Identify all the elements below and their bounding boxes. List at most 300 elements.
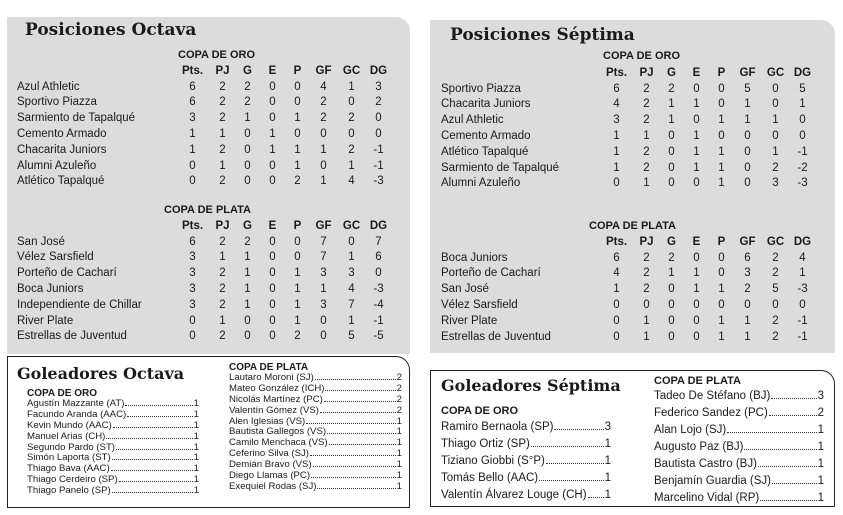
octava-copa-plata-table [17,218,391,344]
stat-e: 0 [269,80,276,93]
stat-gf: 6 [744,251,751,264]
stat-e: 1 [693,98,700,111]
goal-count: 3 [817,390,824,402]
goal-count: 1 [193,398,199,409]
stat-pj: 2 [643,251,650,264]
dot-leader [311,477,396,478]
team-name: Boca Juniors [441,251,508,264]
stat-gf: 1 [744,114,751,127]
stat-pts: 1 [613,283,620,296]
stat-pj: 2 [219,80,226,93]
column-header-g: G [667,66,676,79]
team-name: Chacarita Juniors [441,98,531,111]
septima-plata-row [441,313,815,329]
team-name: Vélez Sarsfield [17,251,94,264]
goleadores-septima-title: Goleadores Séptima [441,376,621,395]
stat-pts: 0 [189,159,196,172]
stat-p: 1 [294,112,301,125]
dot-leader [727,432,816,433]
column-header-gf: GF [739,66,756,79]
septima-plata-row [441,329,815,345]
stat-g: 0 [244,175,251,188]
team-name: Azul Athletic [441,114,504,127]
stat-dg: 0 [375,267,382,280]
stat-p: 1 [718,330,725,343]
octava-plata-row [17,234,391,250]
stat-gc: 1 [348,251,355,264]
stat-dg: 1 [799,267,806,280]
column-header-gc: GC [766,66,785,79]
stat-e: 0 [693,330,700,343]
stat-p: 0 [294,235,301,248]
team-name: Sportivo Piazza [17,96,97,109]
septima-oro-row [441,144,815,160]
column-header-p: P [717,66,726,79]
goal-count: 1 [396,459,402,471]
player-name: Lautaro Moroni (SJ) [229,372,314,383]
stat-g: 0 [668,161,675,174]
stat-g: 1 [244,112,251,125]
stat-pj: 1 [219,314,226,327]
team-name: Porteño de Cacharí [17,267,117,280]
stat-pj: 2 [643,161,650,174]
goal-count: 1 [193,452,199,464]
team-name: Estrellas de Juventud [441,330,551,343]
stat-pj: 2 [219,112,226,125]
stat-e: 0 [693,177,700,190]
dot-leader [772,483,817,484]
goleadores-octava-title: Goleadores Octava [17,364,185,383]
goal-count: 1 [396,480,402,492]
stat-dg: -1 [797,145,808,158]
stat-pj: 2 [643,267,650,280]
stat-pj: 2 [643,98,650,111]
player-name: Tiziano Giobbi (S°P) [441,455,545,467]
stat-g: 0 [668,130,675,143]
stat-dg: 7 [375,235,382,248]
stat-g: 0 [668,330,675,343]
stat-g: 1 [668,267,675,280]
septima-plata-row [441,281,815,297]
stat-pts: 0 [189,330,196,343]
stat-e: 1 [693,283,700,296]
dot-leader [329,444,396,445]
stat-p: 0 [294,128,301,141]
stat-g: 0 [668,299,675,312]
stat-gc: 0 [772,299,779,312]
player-name: Bautista Castro (BJ) [654,458,757,470]
column-header-gc: GC [342,219,361,232]
stat-gc: 1 [348,159,355,172]
goal-count: 1 [817,424,824,436]
stat-gf: 0 [320,159,327,172]
column-header-p: P [293,219,302,232]
stat-pj: 2 [219,143,226,156]
stat-gc: 0 [772,130,779,143]
dot-leader [317,488,395,489]
octava-copa-oro-table [17,63,391,189]
goal-count: 1 [817,441,824,453]
column-header-e: E [268,219,277,232]
stat-gf: 0 [744,145,751,158]
stat-pj: 2 [643,283,650,296]
goal-count: 2 [817,407,824,419]
octava-plata-row [17,329,391,345]
stat-gc: 2 [772,330,779,343]
stat-pts: 0 [613,299,620,312]
dot-leader [531,446,604,447]
octava-oro-row [17,79,391,95]
stat-pj: 2 [643,145,650,158]
goleadores-octava-plata-label: COPA DE PLATA [229,362,309,373]
team-name: Porteño de Cacharí [441,267,541,280]
stat-pj: 1 [219,251,226,264]
stat-p: 1 [718,161,725,174]
stat-p: 2 [294,175,301,188]
octava-plata-row [17,281,391,297]
stat-pts: 0 [613,314,620,327]
stat-e: 1 [269,143,276,156]
septima-oro-row [441,160,815,176]
stat-e: 0 [269,112,276,125]
stat-dg: 4 [799,251,806,264]
stat-dg: -3 [373,283,384,296]
dot-leader [758,466,817,467]
goleadores-septima-oro-label: COPA DE ORO [441,405,519,417]
header-row [441,65,815,81]
player-name: Nicolás Martínez (PC) [229,393,323,405]
stat-g: 1 [244,283,251,296]
septima-oro-row [441,112,815,128]
column-header-pj: PJ [639,235,654,248]
stat-dg: -1 [373,314,384,327]
goleador-octava-plata-item [229,482,402,493]
stat-pts: 0 [189,314,196,327]
dot-leader [111,470,193,471]
stat-gf: 0 [744,130,751,143]
column-header-g: G [243,219,252,232]
septima-plata-row [441,266,815,282]
stat-p: 0 [718,98,725,111]
player-name: Tadeo De Stéfano (BJ) [654,390,771,402]
stat-p: 1 [294,143,301,156]
stat-p: 1 [718,114,725,127]
stat-gc: 2 [772,251,779,264]
column-header-gc: GC [766,235,785,248]
player-name: Manuel Arias (CH) [27,430,106,442]
goal-count: 1 [193,485,199,497]
stat-e: 0 [269,283,276,296]
dot-leader [112,459,193,460]
septima-copa-plata-table [441,234,815,345]
stat-dg: 0 [799,299,806,312]
goal-count: 3 [604,421,611,433]
octava-oro-row [17,110,391,126]
dot-leader [327,433,396,434]
stat-p: 1 [718,145,725,158]
stat-dg: 1 [799,98,806,111]
stat-pts: 3 [189,298,196,311]
column-header-dg: DG [793,235,812,248]
stat-gf: 7 [320,251,327,264]
goal-count: 1 [193,419,199,431]
player-name: Camilo Menchaca (VS) [229,437,328,449]
player-name: Thiago Cerdeiro (SP) [27,474,118,486]
dot-leader [315,379,396,380]
stat-pj: 0 [643,299,650,312]
column-header-gc: GC [342,64,361,77]
stat-gf: 7 [320,235,327,248]
goleador-octava-plata-item [229,406,402,417]
team-name: Vélez Sarsfield [441,299,518,312]
dot-leader [125,405,192,406]
stat-pj: 2 [643,82,650,95]
stat-e: 1 [693,161,700,174]
player-name: Demián Bravo (VS) [229,459,312,471]
team-name: Sportivo Piazza [441,82,521,95]
octava-oro-row [17,126,391,142]
goal-count: 1 [396,426,402,438]
dot-leader [113,427,193,428]
team-name: River Plate [441,314,498,327]
player-name: Valentín Álvarez Louge (CH) [441,489,587,501]
stat-g: 1 [244,267,251,280]
goal-count: 2 [396,404,402,416]
stat-p: 1 [718,314,725,327]
column-header-e: E [692,66,701,79]
stat-gc: 0 [772,82,779,95]
stat-p: 0 [294,96,301,109]
stat-g: 2 [244,96,251,109]
player-name: Bautista Gallegos (VS) [229,426,327,438]
column-header-pj: PJ [639,66,654,79]
dot-leader [310,455,396,456]
team-name: Alumni Azuleño [441,177,521,190]
team-header [17,63,175,79]
stat-pj: 2 [219,235,226,248]
posiciones-octava-title: Posiciones Octava [25,20,197,40]
stat-g: 0 [668,177,675,190]
player-name: Valentín Gómez (VS) [229,404,319,416]
column-header-pts: Pts. [181,219,204,232]
stat-gf: 5 [744,82,751,95]
septima-oro-row [441,176,815,192]
player-name: Alan Lojo (SJ) [654,424,727,436]
dot-leader [112,492,193,493]
goal-count: 1 [193,441,199,453]
stat-g: 2 [668,82,675,95]
stat-gf: 1 [744,314,751,327]
stat-p: 1 [294,267,301,280]
column-header-gf: GF [315,219,332,232]
stat-g: 2 [244,80,251,93]
team-name: Atlético Tapalqué [441,145,529,158]
stat-g: 0 [244,128,251,141]
stat-g: 0 [244,143,251,156]
stat-gc: 2 [772,161,779,174]
goal-count: 1 [396,470,402,482]
posiciones-septima-title: Posiciones Séptima [450,25,635,45]
octava-oro-row [17,174,391,190]
goal-count: 1 [604,438,611,450]
stat-p: 1 [294,314,301,327]
column-header-e: E [692,235,701,248]
stat-pts: 3 [189,112,196,125]
stat-pts: 1 [189,143,196,156]
stat-dg: -2 [797,161,808,174]
stat-p: 0 [718,267,725,280]
stat-gf: 3 [320,298,327,311]
column-header-p: P [293,64,302,77]
stat-g: 0 [244,314,251,327]
stat-gf: 0 [320,128,327,141]
stat-pts: 6 [189,96,196,109]
stat-dg: 5 [799,82,806,95]
septima-oro-row [441,128,815,144]
stat-gf: 4 [320,80,327,93]
stat-pts: 1 [189,128,196,141]
stat-gc: 0 [348,96,355,109]
stat-pj: 2 [219,298,226,311]
stat-pj: 2 [219,175,226,188]
octava-oro-row [17,142,391,158]
stat-e: 0 [269,267,276,280]
goal-count: 2 [396,372,402,383]
stat-pts: 6 [613,82,620,95]
player-name: Augusto Paz (BJ) [654,441,744,453]
player-name: Agustín Mazzante (AT) [27,398,125,409]
stat-pts: 3 [613,114,620,127]
stat-e: 0 [269,251,276,264]
septima-oro-row [441,97,815,113]
septima-plata-row [441,297,815,313]
goleadores-octava-oro-list [27,399,199,497]
goleador-septima-oro-item [441,436,611,453]
stat-e: 0 [693,114,700,127]
septima-copa-oro-table [441,65,815,191]
stat-gf: 2 [320,112,327,125]
octava-plata-cup-label: COPA DE PLATA [164,204,251,216]
stat-pts: 4 [613,98,620,111]
stat-pj: 2 [219,96,226,109]
dot-leader [127,416,192,417]
column-header-dg: DG [793,66,812,79]
stat-gc: 0 [348,235,355,248]
player-name: Ramiro Bernaola (SP) [441,421,554,433]
stat-g: 0 [244,159,251,172]
team-name: Sarmiento de Tapalqué [441,161,560,174]
goleador-octava-oro-item [27,486,199,497]
stat-gf: 2 [320,96,327,109]
stat-p: 1 [294,298,301,311]
goleador-septima-oro-item [441,419,611,436]
header-row [17,63,391,79]
stat-pts: 6 [613,251,620,264]
goleador-septima-oro-item [441,453,611,470]
team-name: Atlético Tapalqué [17,175,105,188]
stat-pts: 1 [613,130,620,143]
stat-p: 0 [294,80,301,93]
column-header-p: P [717,235,726,248]
stat-p: 1 [294,159,301,172]
goal-count: 1 [817,475,824,487]
stat-p: 0 [294,251,301,264]
column-header-dg: DG [369,64,388,77]
stat-pts: 1 [613,145,620,158]
team-name: Cemento Armado [441,130,531,143]
goleadores-septima-plata-label: COPA DE PLATA [654,375,741,387]
stat-e: 0 [693,299,700,312]
stat-e: 0 [269,159,276,172]
column-header-g: G [667,235,676,248]
stat-p: 1 [718,177,725,190]
stat-e: 0 [693,82,700,95]
stat-gc: 0 [772,98,779,111]
stat-pj: 1 [219,159,226,172]
dot-leader [760,500,816,501]
player-name: Alen Iglesias (VS) [229,415,306,427]
stat-pts: 0 [613,177,620,190]
dot-leader [546,463,604,464]
stat-dg: -1 [373,143,384,156]
column-header-gf: GF [315,64,332,77]
stat-dg: 0 [799,114,806,127]
stat-dg: 0 [375,112,382,125]
stat-gf: 0 [320,330,327,343]
stat-e: 1 [693,145,700,158]
stat-gf: 0 [744,161,751,174]
player-name: Simón Laporta (ST) [27,452,111,464]
stat-pj: 2 [643,114,650,127]
team-header [441,234,599,250]
stat-pts: 0 [189,175,196,188]
stat-gf: 1 [320,175,327,188]
stat-gf: 0 [744,299,751,312]
stat-e: 0 [269,96,276,109]
stat-gf: 3 [320,267,327,280]
stat-g: 1 [668,114,675,127]
stat-p: 0 [718,130,725,143]
stat-dg: -5 [373,330,384,343]
stat-dg: -3 [797,283,808,296]
dot-leader [588,497,604,498]
stat-gc: 1 [348,80,355,93]
goleador-septima-oro-item [441,487,611,504]
stat-p: 1 [718,283,725,296]
octava-oro-cup-label: COPA DE ORO [178,49,256,61]
goleadores-septima-plata-list [654,388,824,507]
column-header-g: G [243,64,252,77]
column-header-pj: PJ [215,219,230,232]
octava-oro-row [17,95,391,111]
stat-gc: 4 [348,283,355,296]
player-name: Mateo González (ICH) [229,382,325,394]
player-name: Thiago Panelo (SP) [27,485,111,497]
player-name: Segundo Pardo (ST) [27,441,115,453]
goal-count: 1 [604,455,611,467]
goal-count: 2 [396,393,402,405]
stat-e: 0 [269,298,276,311]
header-row [17,218,391,234]
team-name: Sarmiento de Tapalqué [17,112,136,125]
stat-gf: 1 [744,330,751,343]
column-header-pts: Pts. [605,66,628,79]
stat-dg: 0 [799,130,806,143]
team-name: Cemento Armado [17,128,107,141]
dot-leader [539,480,603,481]
team-name: Boca Juniors [17,283,84,296]
stat-gf: 1 [744,98,751,111]
